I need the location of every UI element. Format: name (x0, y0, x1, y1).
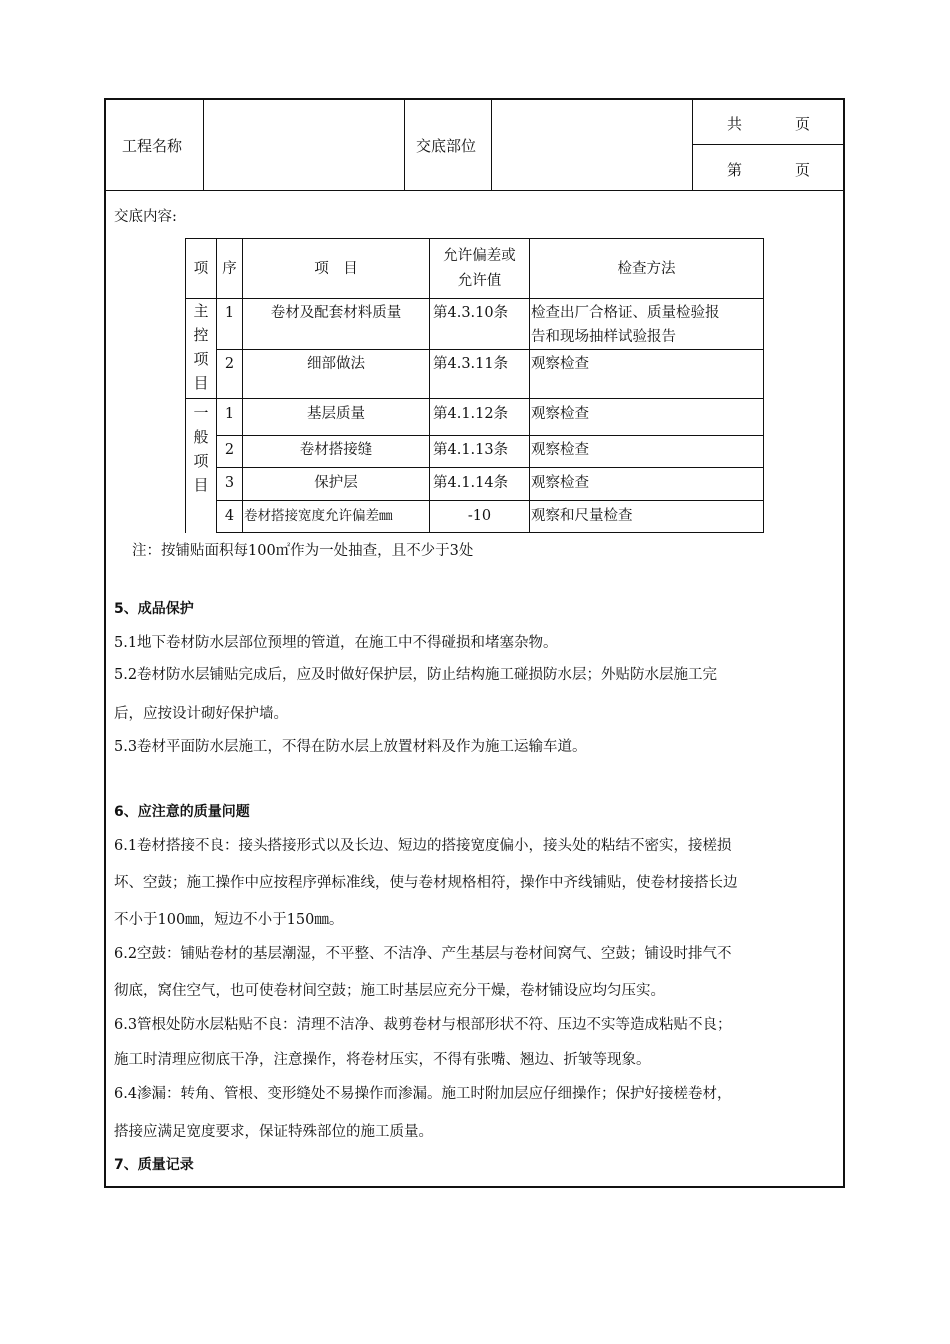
section-5-1: 5.1地下卷材防水层部位预埋的管道，在施工中不得碰损和堵塞杂物。 (114, 635, 558, 651)
th-tolerance-line2: 允许值 (457, 273, 502, 289)
table-group-line (185, 398, 764, 399)
th-seq: 序 (222, 261, 237, 277)
row-item: 细部做法 (307, 356, 365, 372)
row-method-line1: 观察和尺量检查 (531, 508, 633, 524)
row-item: 基层质量 (307, 406, 365, 422)
row-tolerance: 第4.1.13条 (433, 442, 509, 458)
th-tolerance-line1: 允许偏差或 (443, 248, 516, 264)
row-method-line1: 观察检查 (531, 356, 589, 372)
table-right-line (763, 238, 764, 533)
handover-part-label: 交底部位 (416, 137, 477, 155)
row-tolerance: 第4.1.14条 (433, 475, 509, 491)
page-no-left: 第 (727, 161, 743, 179)
row-method-line1: 观察检查 (531, 442, 589, 458)
header-divider-2 (404, 98, 405, 191)
section-6-3-line1: 6.3管根处防水层粘贴不良：清理不洁净、裁剪卷材与根部形状不符、压边不实等造成粘贴不良； (114, 1017, 732, 1033)
section-6-2-line2: 彻底，窝住空气，也可使卷材间空鼓；施工时基层应充分干燥，卷材铺设应均匀压实。 (114, 983, 665, 999)
project-name-label: 工程名称 (122, 137, 183, 155)
row-item: 卷材搭接宽度允许偏差㎜ (244, 508, 393, 524)
row-method-line2: 告和现场抽样试验报告 (531, 329, 676, 345)
section-6-1-line2: 坏、空鼓；施工操作中应按程序弹标准线，使与卷材规格相符，操作中齐线铺贴，使卷材接搭长边 (114, 875, 738, 891)
row-tolerance: 第4.3.11条 (433, 356, 509, 372)
section-5-3: 5.3卷材平面防水层施工，不得在防水层上放置材料及作为施工运输车道。 (114, 739, 587, 755)
table-note: 注：按铺贴面积每100㎡作为一处抽查，且不少于3处 (132, 543, 474, 559)
group-char: 般 (193, 428, 209, 446)
section-6-1-line3: 不小于100㎜，短边不小于150㎜。 (114, 912, 344, 928)
row-method-line1: 观察检查 (531, 475, 589, 491)
row-item: 卷材及配套材料质量 (270, 305, 402, 321)
section-6-2-line1: 6.2空鼓：铺贴卷材的基层潮湿，不平整、不洁净、产生基层与卷材间窝气、空鼓；铺设时排气不 (114, 946, 732, 962)
table-row-line-3 (216, 435, 764, 436)
header-divider-3 (491, 98, 492, 191)
table-left-line (185, 238, 186, 533)
th-category: 项 (193, 261, 209, 277)
header-page-divider (692, 144, 845, 145)
table-header-line (185, 298, 764, 299)
th-method: 检查方法 (617, 261, 676, 277)
group-char: 控 (193, 326, 209, 344)
section-5-title: 5、成品保护 (114, 601, 194, 617)
section-6-3-line2: 施工时清理应彻底干净，注意操作，将卷材压实，不得有张嘴、翘边、折皱等现象。 (114, 1052, 651, 1068)
row-method-line1: 观察检查 (531, 406, 589, 422)
group-char: 目 (193, 476, 209, 494)
section-6-4-line1: 6.4渗漏：转角、管根、变形缝处不易操作而渗漏。施工时附加层应仔细操作；保护好接槎卷材， (114, 1086, 732, 1102)
table-row-line-4 (216, 467, 764, 468)
row-seq: 2 (224, 356, 235, 372)
handover-part-value[interactable] (500, 135, 680, 155)
row-seq: 1 (224, 305, 235, 321)
group-char: 主 (193, 302, 209, 320)
group-char: 项 (193, 452, 209, 470)
content-label: 交底内容: (114, 209, 177, 225)
project-name-value[interactable] (215, 135, 395, 155)
header-divider-1 (203, 98, 204, 191)
section-5-2-line2: 后，应按设计砌好保护墙。 (114, 706, 288, 722)
row-tolerance: 第4.3.10条 (433, 305, 509, 321)
table-top-line (185, 238, 764, 239)
row-tolerance: -10 (467, 508, 492, 524)
section-5-2-line1: 5.2卷材防水层铺贴完成后，应及时做好保护层，防止结构施工碰损防水层；外贴防水层施工完 (114, 667, 718, 683)
row-method-line1: 检查出厂合格证、质量检验报 (531, 305, 720, 321)
th-item: 项 目 (314, 261, 358, 277)
row-seq: 1 (224, 406, 235, 422)
group-char: 目 (193, 374, 209, 392)
section-6-4-line2: 搭接应满足宽度要求，保证特殊部位的施工质量。 (114, 1124, 433, 1140)
row-seq: 4 (224, 508, 235, 524)
table-bottom-line (216, 532, 764, 533)
group-char: 一 (193, 404, 209, 422)
total-pages-left: 共 (727, 115, 743, 133)
row-item: 卷材搭接缝 (299, 442, 373, 458)
section-6-title: 6、应注意的质量问题 (114, 804, 250, 820)
group-char: 项 (193, 350, 209, 368)
row-seq: 2 (224, 442, 235, 458)
section-6-1-line1: 6.1卷材搭接不良：接头搭接形式以及长边、短边的搭接宽度偏小，接头处的粘结不密实，接槎损 (114, 838, 732, 854)
total-pages-right: 页 (795, 115, 811, 133)
header-bottom-line (104, 190, 845, 191)
table-row-line-5 (216, 500, 764, 501)
page-no-right: 页 (795, 161, 811, 179)
row-item: 保护层 (314, 475, 358, 491)
section-7-title: 7、质量记录 (114, 1157, 194, 1173)
table-col-line-4 (529, 238, 530, 533)
row-tolerance: 第4.1.12条 (433, 406, 509, 422)
row-seq: 3 (224, 475, 235, 491)
table-row-line-1 (216, 349, 764, 350)
